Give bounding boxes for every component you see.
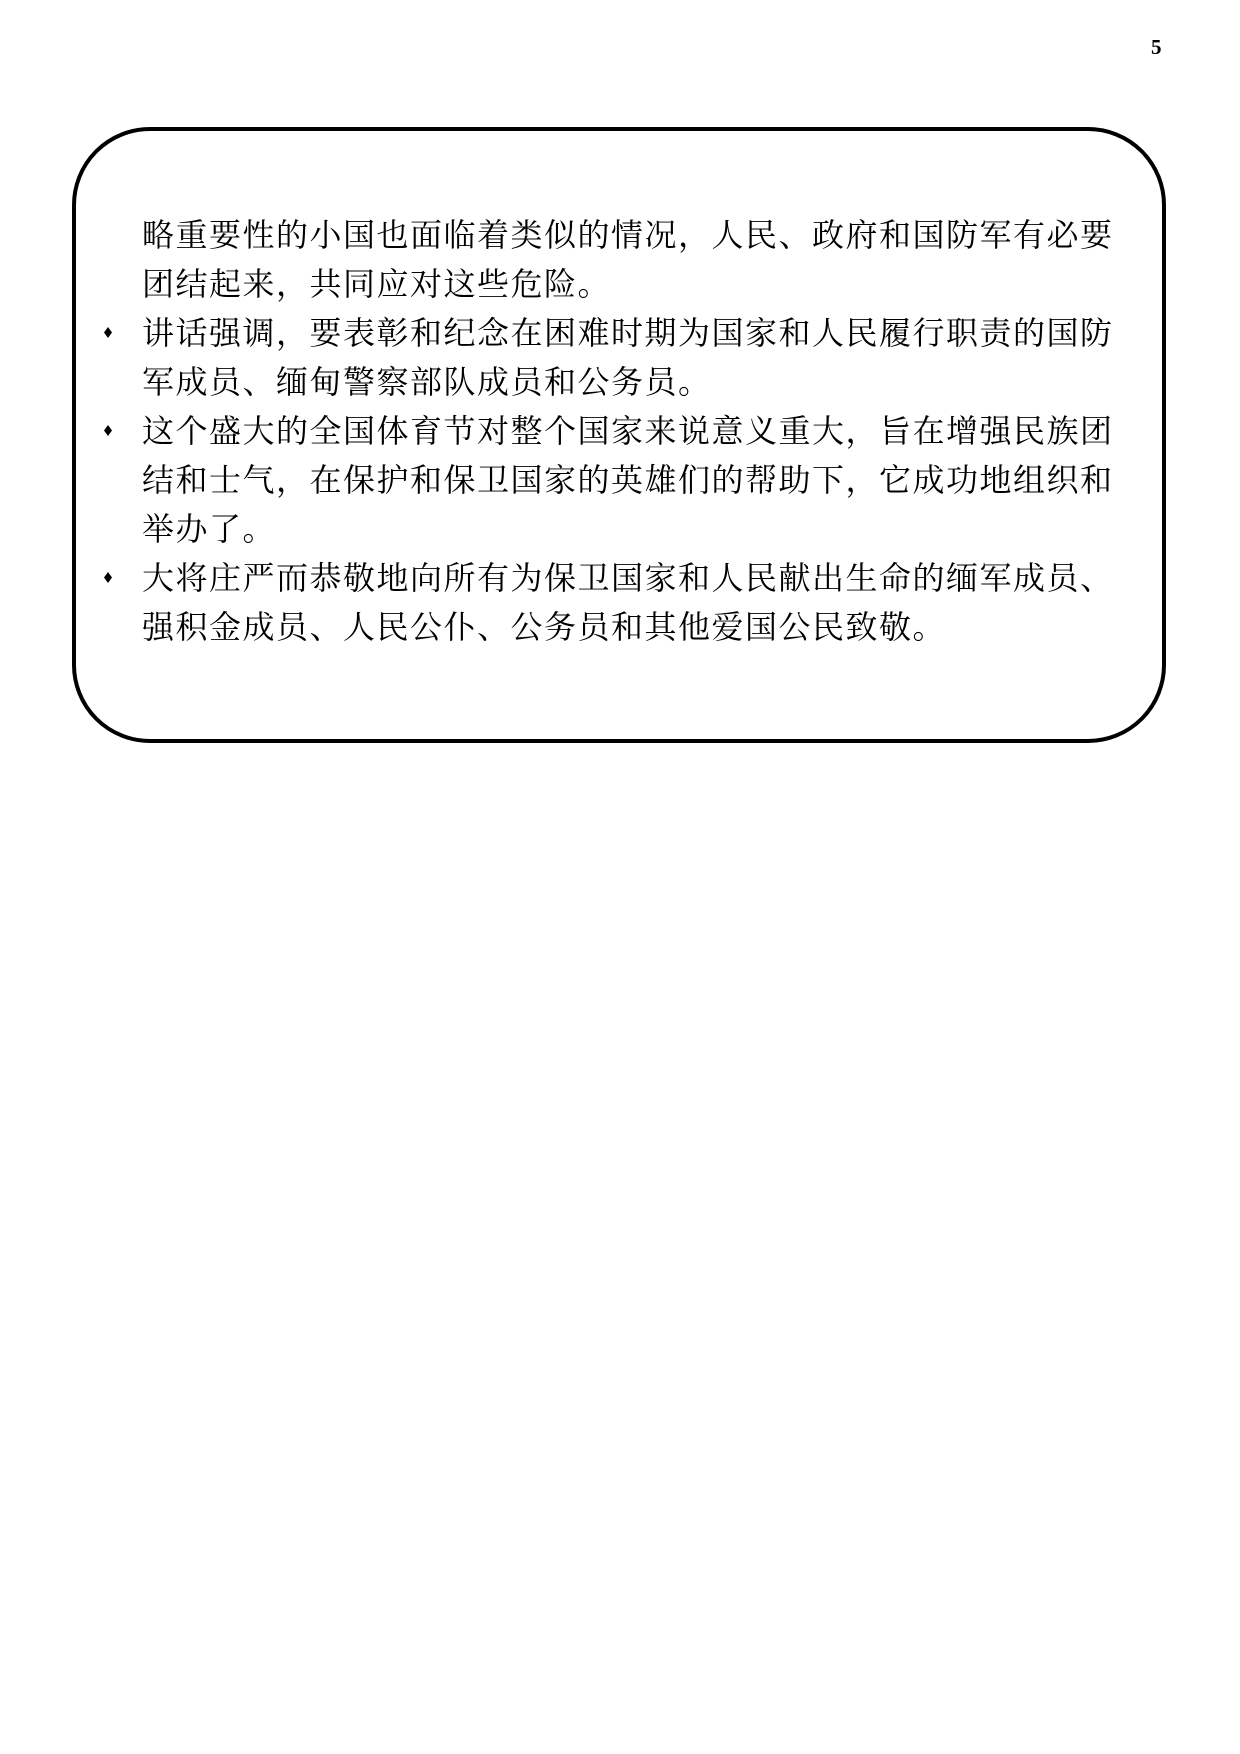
diamond-bullet-icon (104, 572, 112, 583)
diamond-bullet-icon (104, 425, 112, 436)
rounded-content-box (72, 127, 1166, 743)
paragraph-line: 举办了。 (142, 510, 277, 548)
paragraph-line: 结和士气，在保护和保卫国家的英雄们的帮助下，它成功地组织和 (142, 461, 1114, 499)
paragraph-continuation (142, 211, 1142, 309)
bullet-paragraph-speech (142, 309, 1142, 407)
paragraph-line: 讲话强调，要表彰和纪念在困难时期为国家和人民履行职责的国防 (142, 314, 1114, 352)
paragraph-line: 强积金成员、人民公仆、公务员和其他爱国公民致敬。 (142, 608, 947, 646)
paragraph-line: 团结起来，共同应对这些危险。 (142, 265, 612, 303)
paragraph-line: 这个盛大的全国体育节对整个国家来说意义重大，旨在增强民族团 (142, 412, 1114, 450)
paragraph-line: 军成员、缅甸警察部队成员和公务员。 (142, 363, 712, 401)
bullet-paragraph-sports-festival (142, 407, 1142, 554)
bullet-paragraph-tribute (142, 554, 1142, 652)
paragraph-line: 略重要性的小国也面临着类似的情况，人民、政府和国防军有必要 (142, 216, 1114, 254)
page-number: 5 (1151, 35, 1162, 59)
paragraph-line: 大将庄严而恭敬地向所有为保卫国家和人民献出生命的缅军成员、 (142, 559, 1114, 597)
summary-text-block (142, 211, 1142, 652)
diamond-bullet-icon (104, 327, 112, 338)
